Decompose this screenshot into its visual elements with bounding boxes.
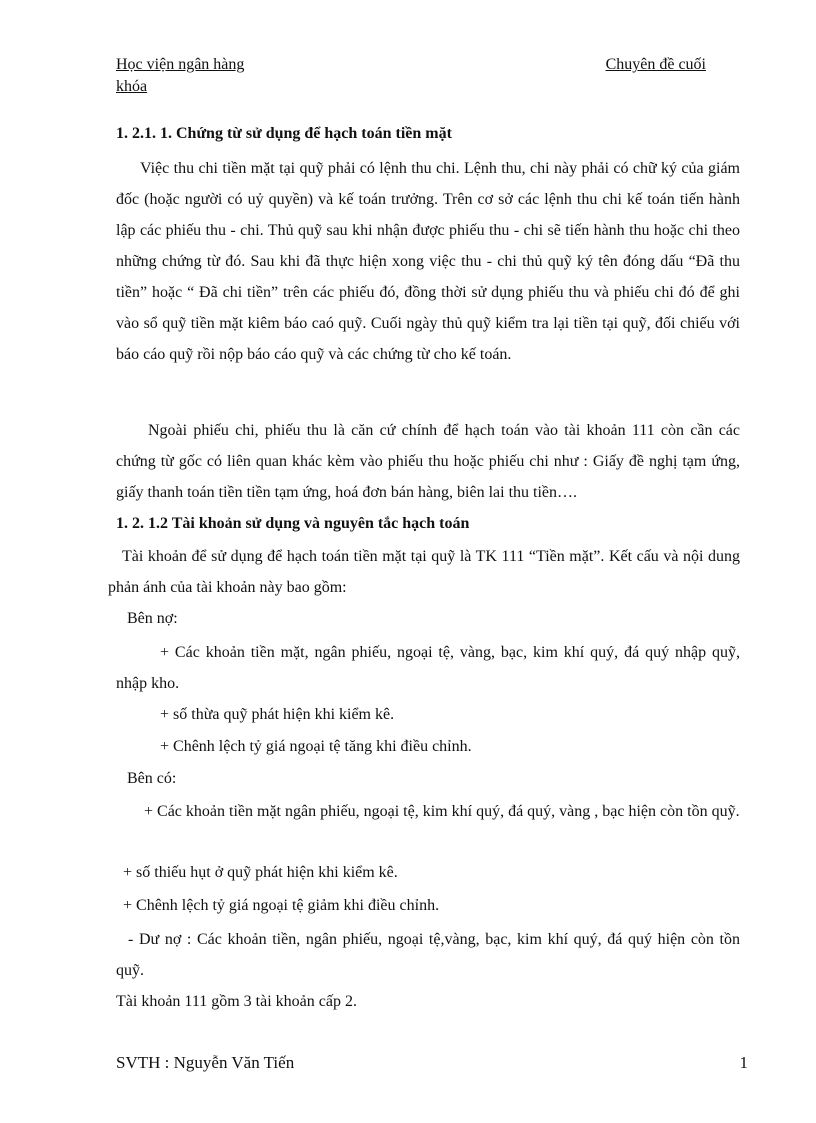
- debit-label: Bên nợ:: [127, 610, 178, 627]
- footer-author: SVTH : Nguyễn Văn Tiến: [116, 1053, 295, 1072]
- page-footer: [116, 1052, 748, 1074]
- credit-item-3: + Chênh lệch tỷ giá ngoại tệ giảm khi điều chỉnh.: [123, 897, 440, 914]
- debit-item-3: + Chênh lệch tỷ giá ngoại tệ tăng khi điều chỉnh.: [160, 738, 472, 755]
- credit-item-2: + số thiếu hụt ở quỹ phát hiện khi kiểm kê.: [123, 864, 398, 881]
- section-heading-1: 1. 2.1. 1. Chứng từ sử dụng để hạch toán tiền mặt: [116, 125, 452, 142]
- debit-item-2: + số thừa quỹ phát hiện khi kiểm kê.: [160, 706, 395, 723]
- header-title: Chuyên đề cuối: [605, 56, 706, 73]
- header-title-wrap: khóa: [116, 78, 148, 95]
- credit-item-1: + Các khoản tiền mặt ngân phiếu, ngoại tệ, kim khí quý, đá quý, vàng , bạc hiện còn tồn quỹ.: [144, 803, 740, 820]
- closing-line: Tài khoản 111 gồm 3 tài khoản cấp 2.: [116, 993, 357, 1010]
- section-heading-2: 1. 2. 1.2 Tài khoản sử dụng và nguyên tắc hạch toán: [116, 515, 470, 532]
- paragraph-2: Ngoài phiếu chi, phiếu thu là căn cứ chính để hạch toán vào tài khoản 111 còn cần các chứng từ gốc có liên quan khác kèm vào phiếu thu hoặc phiếu chi như : Giấy đề nghị tạm ứng, giấy thanh toán tiền tiền tạm ứng, hoá đơn bán hàng, biên lai thu tiền….: [116, 422, 740, 501]
- credit-label: Bên có:: [127, 770, 177, 787]
- balance-line: - Dư nợ : Các khoản tiền, ngân phiếu, ngoại tệ,vàng, bạc, kim khí quý, đá quý hiện còn tồn quỹ.: [116, 931, 740, 979]
- paragraph-1: Việc thu chi tiền mặt tại quỹ phải có lệnh thu chi. Lệnh thu, chi này phải có chữ ký của giám đốc (hoặc người có uỷ quyền) và kế toán trưởng. Trên cơ sở các lệnh thu chi kế toán tiến hành lập các phiếu thu - chi. Thủ quỹ sau khi nhận được phiếu thu - chi sẽ tiến hành thu hoặc chi theo những chứng từ đó. Sau khi đã thực hiện xong việc thu - chi thủ quỹ ký tên đóng dấu “Đã thu tiền” hoặc “ Đã chi tiền” trên các phiếu đó, đồng thời sử dụng phiếu thu và phiếu chi đó để ghi vào sổ quỹ tiền mặt kiêm báo caó quỹ. Cuối ngày thủ quỹ kiểm tra lại tiền tại quỹ, đối chiếu với báo cáo quỹ rồi nộp báo cáo quỹ và các chứng từ cho kế toán.: [116, 160, 740, 363]
- header-institution: Học viện ngân hàng: [116, 56, 245, 73]
- page-header: [116, 54, 706, 98]
- paragraph-intro: Tài khoản để sử dụng để hạch toán tiền mặt tại quỹ là TK 111 “Tiền mặt”. Kết cấu và nội dung phản ánh của tài khoản này bao gồm:: [108, 548, 740, 596]
- debit-item-1: + Các khoản tiền mặt, ngân phiếu, ngoại tệ, vàng, bạc, kim khí quý, đá quý nhập quỹ, nhập kho.: [116, 644, 740, 692]
- page-number: 1: [739, 1053, 748, 1072]
